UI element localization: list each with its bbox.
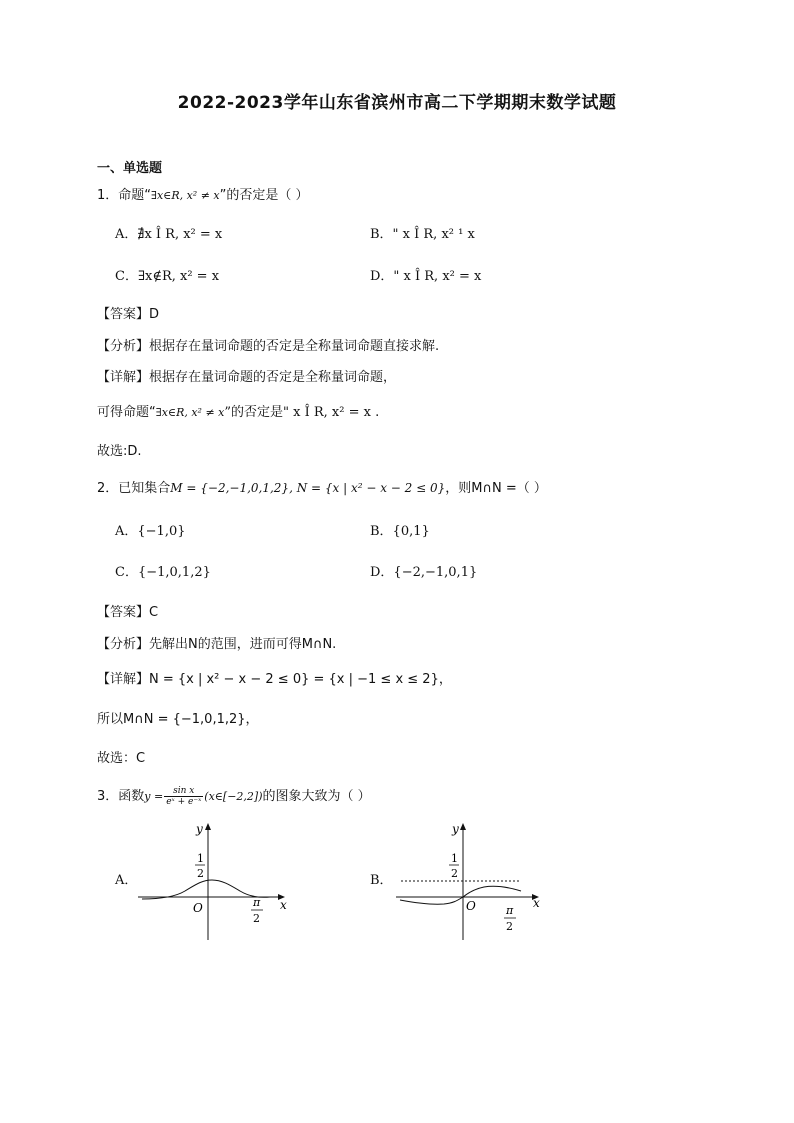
q3-graph-b-half-num: 1 (451, 852, 458, 865)
q3-stem-domain: (x∈[−2,2]) (204, 790, 263, 803)
q3-graph-a-y-label: y (196, 822, 203, 836)
q3-stem-suffix: 的图象大致为（ ） (262, 789, 371, 804)
q3-graph-a-half-num: 1 (197, 852, 204, 865)
q1-analysis: 【分析】根据存在量词命题的否定是全称量词命题直接求解. (97, 339, 440, 354)
section-heading: 一、单选题 (97, 161, 163, 176)
q2-option-c: C．{−1,0,1,2} (115, 565, 211, 580)
q1-stem-suffix: ”的否定是（ ） (219, 188, 309, 203)
q2-stem-math: M = {−2,−1,0,1,2}, N = {x | x² − x − 2 ≤ 0} (170, 481, 446, 495)
q3-graph-a-pi-num: π (253, 896, 261, 909)
q2-stem-suffix: ，则M∩N =（ ） (445, 481, 547, 496)
q3-graph-b-y-arrow (460, 823, 466, 830)
q3-graph-a-origin: O (193, 901, 203, 915)
q3-stem-fraction (164, 786, 203, 807)
q2-answer: 【答案】C (97, 605, 159, 620)
q2-option-d: D．{−2,−1,0,1} (370, 565, 478, 580)
q1-conclusion-math: ∃x∈R, x² ≠ x (155, 406, 225, 419)
q3-graph-a-y-arrow (205, 823, 211, 830)
q3-graph-b-pi-den: 2 (506, 920, 513, 933)
q1-choose: 故选:D. (97, 444, 142, 459)
q1-option-c: C．∃x∉R, x² = x (115, 269, 220, 284)
q1-option-b: B．" x Î R, x² ¹ x (370, 227, 475, 242)
q3-graph-a-curve (142, 880, 270, 899)
q3-graph-b-half-den: 2 (451, 867, 458, 880)
q1-conclusion-suffix: ”的否定是" x Î R, x² = x . (224, 405, 380, 420)
q3-graph-b-y-label: y (452, 822, 459, 836)
q1-stem-prefix: 1．命题“ (97, 188, 152, 203)
q1-stem (97, 187, 309, 205)
q3-stem (97, 786, 371, 808)
q2-option-a: A．{−1,0} (115, 524, 186, 539)
q3-stem-prefix: 3．函数 (97, 789, 145, 804)
q1-option-d: D．" x Î R, x² = x (370, 269, 482, 284)
q1-conclusion-prefix: 可得命题“ (97, 405, 156, 420)
q3-stem-denominator: eˣ + e⁻ˣ (166, 797, 202, 807)
q2-conclusion: 所以M∩N = {−1,0,1,2}， (97, 712, 259, 727)
q3-stem-numerator: sin x (164, 786, 203, 797)
q3-stem-y: y = (144, 790, 164, 803)
q3-graph-a-label: A． (115, 873, 138, 888)
page-title: 2022-2023学年山东省滨州市高二下学期期末数学试题 (177, 93, 617, 113)
q2-choose: 故选：C (97, 751, 146, 766)
q2-stem (97, 479, 547, 498)
q3-graph-b-label: B． (370, 873, 393, 888)
q3-graph-a-x-label: x (280, 898, 287, 912)
q3-graph-a-pi-den: 2 (253, 912, 260, 925)
q3-graph-b-pi-num: π (506, 904, 514, 917)
q1-detail: 【详解】根据存在量词命题的否定是全称量词命题， (97, 370, 397, 385)
q1-conclusion (97, 404, 379, 422)
q3-graph-a (130, 815, 300, 945)
q3-graph-a-half-den: 2 (197, 867, 204, 880)
q1-answer: 【答案】D (97, 307, 160, 322)
q2-detail: 【详解】N = {x | x² − x − 2 ≤ 0} = {x | −1 ≤ x ≤ 2}， (97, 672, 452, 687)
q1-stem-math: ∃x∈R, x² ≠ x (151, 189, 220, 202)
q2-option-b: B．{0,1} (370, 524, 430, 539)
q3-graph-b (386, 815, 556, 945)
q1-option-a: A．∄x Î R, x² = x (115, 227, 223, 242)
q3-graph-b-x-label: x (533, 896, 540, 910)
q3-graph-b-curve (400, 886, 521, 904)
q2-analysis: 【分析】先解出N的范围，进而可得M∩N. (97, 637, 337, 652)
q3-graph-b-origin: O (466, 899, 476, 913)
q2-stem-prefix: 2．已知集合 (97, 481, 171, 496)
